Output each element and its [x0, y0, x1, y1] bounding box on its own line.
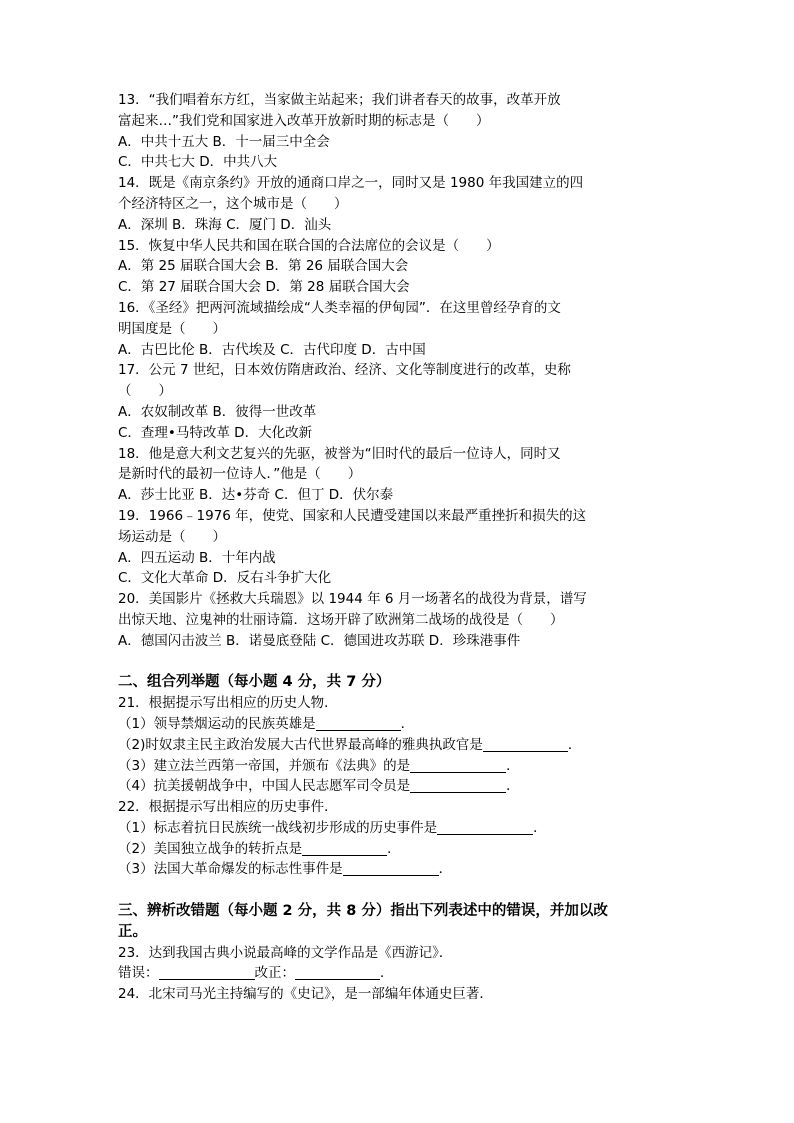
- q20-options-1: A．德国闪击波兰 B．诺曼底登陆 C．德国进攻苏联 D．珍珠港事件: [118, 632, 521, 649]
- section2-heading: 二、组合列举题（每小题 4 分，共 7 分）: [118, 674, 391, 691]
- period: ．: [506, 778, 520, 795]
- q18-stem-line-1: 18．他是意大利文艺复兴的先驱，被誉为“旧时代的最后一位诗人，同时又: [118, 445, 561, 462]
- q23-error-label: 错误：: [118, 965, 159, 982]
- period: ．: [387, 840, 401, 857]
- q21-item-3: [118, 756, 676, 777]
- q22-item-3-text: （3）法国大革命爆发的标志性事件是: [118, 861, 343, 878]
- q16-options-1: A．古巴比伦 B．古代埃及 C．古代印度 D．古中国: [118, 341, 426, 358]
- period: ．: [506, 757, 520, 774]
- answer-blank[interactable]: [410, 758, 506, 773]
- q17-options-2: C．查理•马特改革 D．大化改新: [118, 424, 313, 441]
- q16-stem-line-2: 明国度是（ ）: [118, 320, 226, 337]
- q14-stem-line-1: 14．既是《南京条约》开放的通商口岸之一，同时又是 1980 年我国建立的四: [118, 175, 584, 192]
- fix-blank[interactable]: [295, 965, 380, 980]
- period: ．: [567, 736, 582, 753]
- spacer: [118, 880, 676, 901]
- q23-answer-line: [118, 963, 676, 984]
- period: ．: [380, 965, 394, 982]
- q13-stem-line-2: 富起来…”我们党和国家进入改革开放新时期的标志是（ ）: [118, 112, 490, 129]
- answer-blank[interactable]: [343, 861, 439, 876]
- q14-options-1: A．深圳 B．珠海 C．厦门 D．汕头: [118, 216, 332, 233]
- error-blank[interactable]: [159, 965, 255, 980]
- period: ．: [438, 861, 453, 878]
- q13-stem-line-1: 13．“我们唱着东方红，当家做主站起来；我们讲者春天的故事，改革开放: [118, 92, 561, 108]
- q22-item-1-text: （1）标志着抗日民族统一战线初步形成的历史事件是: [118, 819, 438, 836]
- q20-stem-line-2: 出惊天地、泣鬼神的壮丽诗篇．这场开辟了欧洲第二战场的战役是（ ）: [118, 611, 564, 628]
- q22-stem: 22．根据提示写出相应的历史事件．: [118, 799, 338, 816]
- q17-options-1: A．农奴制改革 B．彼得一世改革: [118, 403, 317, 420]
- q17-stem-line-1: 17．公元 7 世纪，日本效仿隋唐政治、经济、文化等制度进行的改革，史称: [118, 362, 571, 379]
- q21-item-3-text: （3）建立法兰西第一帝国，并颁布《法典》的是: [118, 757, 411, 774]
- q23-stem: 23．达到我国古典小说最高峰的文学作品是《西游记》．: [118, 944, 453, 961]
- q21-item-4: [118, 776, 676, 797]
- answer-blank[interactable]: [483, 737, 568, 752]
- q22-item-2: [118, 839, 676, 860]
- q22-item-3: [118, 859, 676, 880]
- q18-stem-line-2: 是新时代的最初一位诗人．”他是（ ）: [118, 466, 362, 483]
- q13-options-1: A．中共十五大 B．十一届三中全会: [118, 133, 330, 150]
- spacer: [118, 652, 676, 673]
- section3-heading-line-2: 正。: [118, 923, 147, 940]
- period: ．: [533, 819, 547, 836]
- q15-options-1: A．第 25 届联合国大会 B．第 26 届联合国大会: [118, 258, 409, 275]
- answer-blank[interactable]: [410, 778, 506, 793]
- period: ．: [400, 715, 415, 732]
- q19-stem-line-2: 场运动是（ ）: [118, 528, 226, 545]
- q19-options-1: A．四五运动 B．十年内战: [118, 549, 276, 566]
- q24-stem: 24．北宋司马光主持编写的《史记》，是一部编年体通史巨著．: [118, 986, 493, 1003]
- q19-options-2: C．文化大革命 D．反右斗争扩大化: [118, 570, 332, 587]
- q21-item-1-text: （1）领导禁烟运动的民族英雄是: [118, 715, 316, 732]
- q21-item-4-text: （4）抗美援朝战争中，中国人民志愿军司令员是: [118, 778, 411, 795]
- q22-item-2-text: （2）美国独立战争的转折点是: [118, 840, 303, 857]
- q15-stem-line-1: 15．恢复中华人民共和国在联合国的合法席位的会议是（ ）: [118, 237, 500, 254]
- q17-stem-line-2: （ ）: [118, 383, 172, 400]
- q13-options-2: C．中共七大 D．中共八大: [118, 154, 278, 171]
- q22-item-1: [118, 818, 676, 839]
- q21-item-2: [118, 735, 676, 756]
- answer-blank[interactable]: [316, 716, 401, 731]
- q18-options-1: A．莎士比亚 B．达•芬奇 C．但丁 D．伏尔泰: [118, 487, 394, 504]
- answer-blank[interactable]: [437, 820, 533, 835]
- q15-options-2: C．第 27 届联合国大会 D．第 28 届联合国大会: [118, 279, 410, 296]
- q19-stem-line-1: 19．1966﹣1976 年，使党、国家和人民遭受建国以来最严重挫折和损失的这: [118, 507, 587, 524]
- answer-blank[interactable]: [302, 841, 387, 856]
- exam-page: [118, 90, 676, 1005]
- q21-item-1: [118, 714, 676, 735]
- q16-stem-line-1: 16．《圣经》把两河流域描绘成“人类幸福的伊甸园”．在这里曾经孕育的文: [118, 299, 561, 316]
- q21-stem: 21．根据提示写出相应的历史人物．: [118, 695, 338, 712]
- q20-stem-line-1: 20．美国影片《拯救大兵瑞恩》以 1944 年 6 月一场著名的战役为背景，谱写: [118, 591, 587, 608]
- q21-item-2-text: （2)时奴隶主民主政治发展大古代世界最高峰的雅典执政官是: [118, 736, 483, 753]
- q14-stem-line-2: 个经济特区之一，这个城市是（ ）: [118, 195, 348, 212]
- q23-fix-label: 改正：: [254, 965, 295, 982]
- section3-heading-line-1: 三、辨析改错题（每小题 2 分，共 8 分）指出下列表述中的错误，并加以改: [118, 903, 608, 920]
